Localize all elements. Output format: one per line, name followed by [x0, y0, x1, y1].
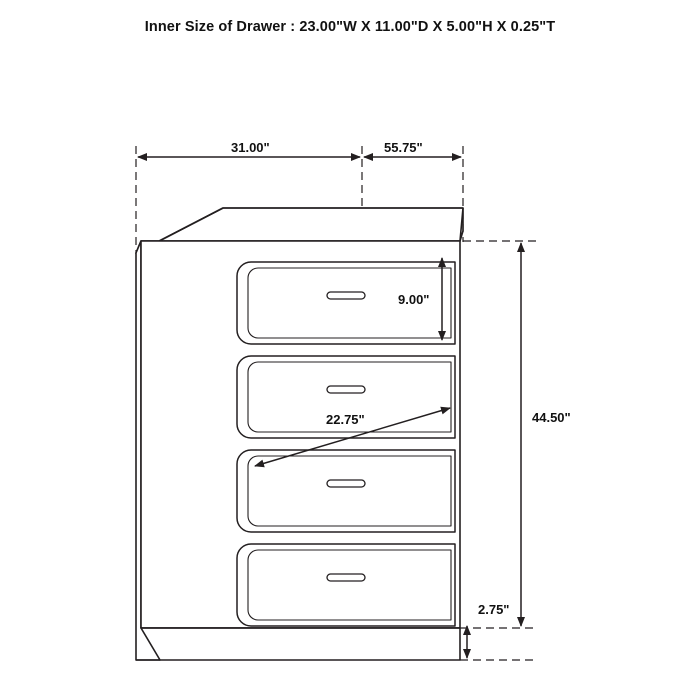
page-title: Inner Size of Drawer : 23.00"W X 11.00"D X 5.00"H X 0.25"T	[144, 19, 556, 35]
drawer-front-4	[237, 544, 455, 626]
dim-label-drawer-width: 22.75"	[323, 412, 368, 427]
dim-label-drawer-height: 9.00"	[395, 292, 432, 307]
dim-label-base-height: 2.75"	[475, 602, 512, 617]
dim-label-width-top-right: 55.75"	[381, 140, 426, 155]
dim-label-overall-height: 44.50"	[529, 410, 574, 425]
drawer-handle-2	[327, 386, 365, 393]
drawer-handle-3	[327, 480, 365, 487]
drawer-handle-4	[327, 574, 365, 581]
dim-label-width-top-left: 31.00"	[228, 140, 273, 155]
chest-base	[141, 628, 460, 660]
drawer-handle-1	[327, 292, 365, 299]
